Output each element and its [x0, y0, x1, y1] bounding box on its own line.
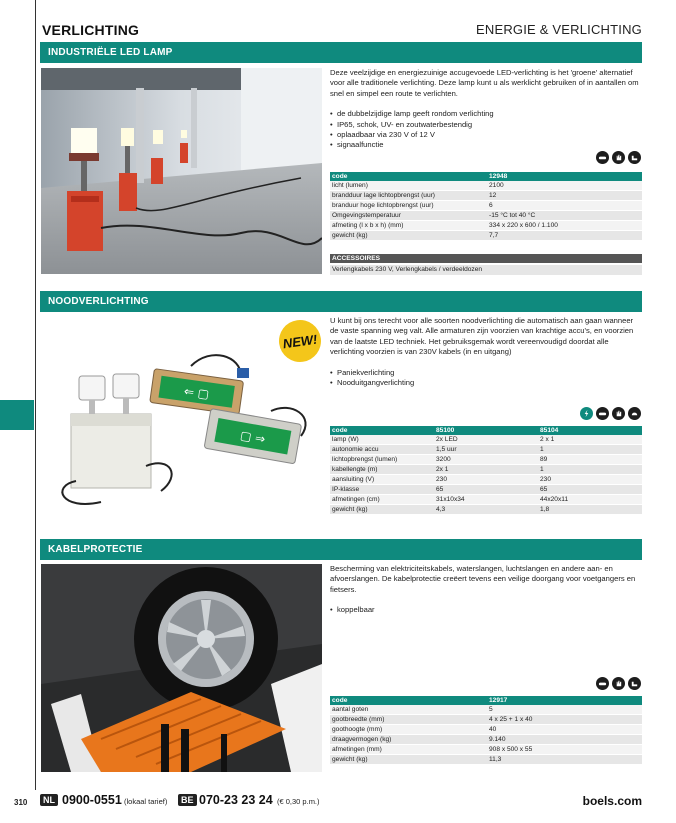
- spec-value: 6: [487, 201, 642, 211]
- shoe-icon: [628, 151, 641, 164]
- spec-label: draagvermogen (kg): [330, 735, 487, 745]
- noodverlichting-features: [330, 368, 642, 389]
- spec-value: 7,7: [487, 231, 642, 241]
- glove-icon: [596, 151, 609, 164]
- table-row: [330, 735, 642, 745]
- table-header-row: [330, 426, 642, 435]
- noodverlichting-spec-table: [330, 426, 642, 515]
- spec-value: 44x20x11: [538, 495, 642, 505]
- shoe-icon: [628, 677, 641, 690]
- table-row: [330, 445, 642, 455]
- led-lamp-safety-icons: [596, 151, 641, 164]
- table-row: [330, 221, 642, 231]
- glove-icon: [596, 407, 609, 420]
- led-lamp-photo: [41, 68, 322, 274]
- table-row: [330, 435, 642, 445]
- hardhat-icon: [628, 407, 641, 420]
- section-title-noodverlichting: NOODVERLICHTING: [40, 291, 642, 312]
- feature-item: • de dubbelzijdige lamp geeft rondom verlichting: [330, 109, 642, 119]
- noodverlichting-intro: U kunt bij ons terecht voor alle soorten noodverlichting die automatisch aan gaan wanneer de vaste spanning weg valt. Alle armaturen zijn voorzien van krachtige accu's, en voorzien van de laatste LED techniek. Het gebruiksgemak wordt vereenvoudigd doordat alle verlichting voorzien is van 230V kabels (in en uitgang): [330, 316, 634, 357]
- spec-label: branduur hoge lichtopbrengst (uur): [330, 201, 487, 211]
- table-row: [330, 505, 642, 515]
- led-lamp-features: [330, 109, 642, 151]
- feature-item: • koppelbaar: [330, 605, 642, 615]
- spec-value: 11,3: [487, 755, 642, 765]
- column-header: 85100: [434, 426, 538, 435]
- spec-label: gewicht (kg): [330, 505, 434, 515]
- spec-value: 2100: [487, 181, 642, 191]
- glove-icon: [596, 677, 609, 690]
- column-header: 12948: [487, 172, 642, 181]
- spec-value: 4 x 25 + 1 x 40: [487, 715, 642, 725]
- spec-label: goothoogte (mm): [330, 725, 487, 735]
- spec-value: 1,5 uur: [434, 445, 538, 455]
- spec-value: 1: [538, 465, 642, 475]
- new-badge-label: NEW!: [281, 331, 319, 351]
- country-code-nl: NL: [40, 794, 58, 806]
- table-row: [330, 465, 642, 475]
- spec-value: 9.140: [487, 735, 642, 745]
- hand-icon: [612, 407, 625, 420]
- kabelprotectie-description: [330, 564, 642, 616]
- spec-value: 230: [434, 475, 538, 485]
- column-header: 85104: [538, 426, 642, 435]
- spec-label: afmetingen (mm): [330, 745, 487, 755]
- website-link[interactable]: boels.com: [582, 794, 642, 808]
- kabelprotectie-spec-table: [330, 696, 642, 765]
- page-header: [40, 20, 642, 40]
- spec-label: IP-klasse: [330, 485, 434, 495]
- led-lamp-description: [330, 68, 642, 151]
- chapter-side-tab: [0, 400, 34, 430]
- feature-item: • oplaadbaar via 230 V of 12 V: [330, 130, 642, 140]
- kabelprotectie-photo: [41, 564, 322, 772]
- phone-be: 070-23 23 24: [199, 793, 273, 807]
- spec-label: gootbreedte (mm): [330, 715, 487, 725]
- spec-value: 1,8: [538, 505, 642, 515]
- page-title: VERLICHTING: [42, 22, 140, 38]
- spec-value: 65: [538, 485, 642, 495]
- table-row: [330, 231, 642, 241]
- spec-value: 89: [538, 455, 642, 465]
- electric-icon: [580, 407, 593, 420]
- page-number: 310: [14, 798, 28, 807]
- spec-value: 2x LED: [434, 435, 538, 445]
- page-footer: [0, 792, 676, 812]
- table-row: [330, 725, 642, 735]
- phone-nl: 0900-0551: [62, 793, 122, 807]
- spec-label: aantal goten: [330, 705, 487, 715]
- table-row: [330, 745, 642, 755]
- column-header: code: [330, 696, 487, 705]
- accessories-text: Verlengkabels 230 V, Verlengkabels / verdeeldozen: [330, 265, 642, 275]
- spec-label: brandduur lage lichtopbrengst (uur): [330, 191, 487, 201]
- spec-label: kabellengte (m): [330, 465, 434, 475]
- phone-note-be: (€ 0,30 p.m.): [277, 797, 320, 806]
- table-row: [330, 705, 642, 715]
- spec-label: autonomie accu: [330, 445, 434, 455]
- spec-value: 2x 1: [434, 465, 538, 475]
- table-row: [330, 455, 642, 465]
- section-title-kabelprotectie: KABELPROTECTIE: [40, 539, 642, 560]
- spec-label: Omgevingstemperatuur: [330, 211, 487, 221]
- table-row: [330, 475, 642, 485]
- table-row: [330, 495, 642, 505]
- spec-value: 334 x 220 x 600 / 1.100: [487, 221, 642, 231]
- spec-value: 230: [538, 475, 642, 485]
- category-title: ENERGIE & VERLICHTING: [475, 22, 642, 37]
- spec-value: 5: [487, 705, 642, 715]
- svg-text:▢ ⇒: ▢ ⇒: [239, 428, 267, 447]
- spec-label: gewicht (kg): [330, 755, 487, 765]
- spec-label: lamp (W): [330, 435, 434, 445]
- kabelprotectie-intro: Bescherming van elektriciteitskabels, waterslangen, luchtslangen en andere aan- en afvoerslangen. De kabelprotectie creëert tevens een veilige doorgang voor voetgangers en fietsers.: [330, 564, 636, 594]
- svg-text:⇐ ▢: ⇐ ▢: [183, 384, 210, 402]
- kabelprotectie-safety-icons: [596, 677, 641, 690]
- spec-label: aansluiting (V): [330, 475, 434, 485]
- column-header: 12917: [487, 696, 642, 705]
- spec-label: afmeting (l x b x h) (mm): [330, 221, 487, 231]
- table-header-row: [330, 172, 642, 181]
- feature-item: • Paniekverlichting: [330, 368, 642, 378]
- spec-value: 908 x 500 x 55: [487, 745, 642, 755]
- hand-icon: [612, 151, 625, 164]
- noodverlichting-description: [330, 316, 642, 388]
- led-lamp-spec-table: [330, 172, 642, 241]
- spec-value: 40: [487, 725, 642, 735]
- column-header: code: [330, 172, 487, 181]
- spec-value: 31x10x34: [434, 495, 538, 505]
- kabelprotectie-features: [330, 605, 642, 615]
- table-row: [330, 715, 642, 725]
- table-row: [330, 485, 642, 495]
- table-row: [330, 201, 642, 211]
- spec-value: 3200: [434, 455, 538, 465]
- led-lamp-intro: Deze veelzijdige en energiezuinige accugevoede LED-verlichting is het 'groene' alternatief voor alle traditionele verlichting. Deze lamp kunt u als werklicht gebruiken of in aantallen om snel en simpel een route te verlichten.: [330, 68, 639, 98]
- spec-value: 4,3: [434, 505, 538, 515]
- spec-value: 2 x 1: [538, 435, 642, 445]
- country-code-be: BE: [178, 794, 197, 806]
- hand-icon: [612, 677, 625, 690]
- table-row: [330, 181, 642, 191]
- spec-label: gewicht (kg): [330, 231, 487, 241]
- phone-note-nl: (lokaal tarief): [124, 797, 168, 806]
- spec-value: 12: [487, 191, 642, 201]
- spec-label: licht (lumen): [330, 181, 487, 191]
- left-margin-rule: [35, 0, 36, 790]
- spec-value: 65: [434, 485, 538, 495]
- spec-value: -15 °C tot 40 °C: [487, 211, 642, 221]
- table-header-row: [330, 696, 642, 705]
- spec-label: afmetingen (cm): [330, 495, 434, 505]
- feature-item: • Nooduitgangverlichting: [330, 378, 642, 388]
- feature-item: • IP65, schok, UV- en zoutwaterbestendig: [330, 120, 642, 130]
- spec-label: lichtopbrengst (lumen): [330, 455, 434, 465]
- accessories-header: ACCESSOIRES: [330, 254, 642, 263]
- section-title-led-lamp: INDUSTRIËLE LED LAMP: [40, 42, 642, 63]
- table-row: [330, 755, 642, 765]
- table-row: [330, 211, 642, 221]
- table-row: [330, 191, 642, 201]
- column-header: code: [330, 426, 434, 435]
- noodverlichting-photo: [41, 316, 322, 520]
- noodverlichting-safety-icons: [580, 407, 641, 420]
- feature-item: • signaalfunctie: [330, 140, 642, 150]
- spec-value: 1: [538, 445, 642, 455]
